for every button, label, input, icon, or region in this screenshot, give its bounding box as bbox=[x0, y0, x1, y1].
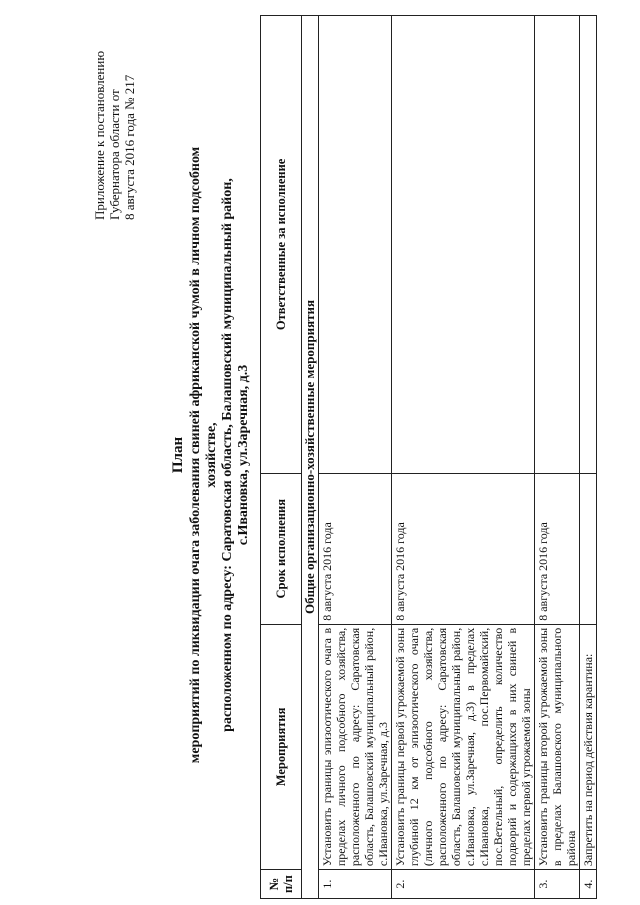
appendix-line-3: 8 августа 2016 года № 217 bbox=[122, 74, 137, 220]
title-line-2: расположенном по адресу: Саратовская область, Балашовский муниципальный район, bbox=[220, 178, 235, 732]
appendix-line-1: Приложение к постановлению bbox=[92, 50, 107, 220]
title-word: План bbox=[170, 436, 186, 474]
row-action: Установить границы второй угрожаемой зоны в пределах Балашовского муниципального района bbox=[535, 624, 580, 869]
row-term: 8 августа 2016 года bbox=[319, 473, 392, 624]
header-term: Срок исполнения bbox=[261, 473, 302, 624]
row-action: Установить границы первой угрожаемой зоны глубиной 12 км от эпизоотического очага (личного подсобного хозяйства, расположенного по адресу: Саратовская область, Балашовский муниципальный район, с.Ивановка, ул.Заречная, д.3) в пределах с.Ивановка, пос.Первомайский, пос.Ветельный, определить количество подворий и содержащихся в них свиней в пределах первой угрожаемой зоны bbox=[392, 624, 535, 869]
plan-table bbox=[260, 15, 597, 899]
table-row bbox=[580, 16, 597, 899]
table-row bbox=[319, 16, 392, 899]
row-term: 8 августа 2016 года bbox=[535, 473, 580, 624]
row-action: Запретить на период действия карантина: bbox=[580, 624, 597, 869]
header-actions: Мероприятия bbox=[261, 624, 302, 869]
row-num: 4. bbox=[580, 870, 597, 899]
appendix-note bbox=[92, 5, 137, 220]
row-num: 3. bbox=[535, 870, 580, 899]
row-responsible bbox=[535, 16, 580, 474]
appendix-line-2: Губернатора области от bbox=[107, 89, 122, 220]
section-row bbox=[302, 16, 319, 899]
table-row bbox=[535, 16, 580, 899]
row-responsible bbox=[319, 16, 392, 474]
row-responsible bbox=[580, 16, 597, 474]
section-title: Общие организационно-хозяйственные мероприятия bbox=[302, 16, 319, 899]
row-term: 8 августа 2016 года bbox=[392, 473, 535, 624]
row-responsible bbox=[392, 16, 535, 474]
table-header-row bbox=[261, 16, 302, 899]
header-num: № п/п bbox=[261, 870, 302, 899]
table-row bbox=[392, 16, 535, 899]
row-num: 2. bbox=[392, 870, 535, 899]
document-title bbox=[170, 125, 252, 785]
header-responsible: Ответственные за исполнение bbox=[261, 16, 302, 474]
title-line-3: с.Ивановка, ул.Заречная, д.3 bbox=[236, 364, 251, 546]
row-term bbox=[580, 473, 597, 624]
row-num: 1. bbox=[319, 870, 392, 899]
title-line-1: мероприятий по ликвидации очага заболевания свиней африканской чумой в личном подсобном хозяйстве, bbox=[188, 146, 219, 764]
row-action: Установить границы эпизоотического очага в пределах личного подсобного хозяйства, расположенного по адресу: Саратовская область, Балашовский муниципальный район, с.Ивановка, ул.Заречная, д.3 bbox=[319, 624, 392, 869]
